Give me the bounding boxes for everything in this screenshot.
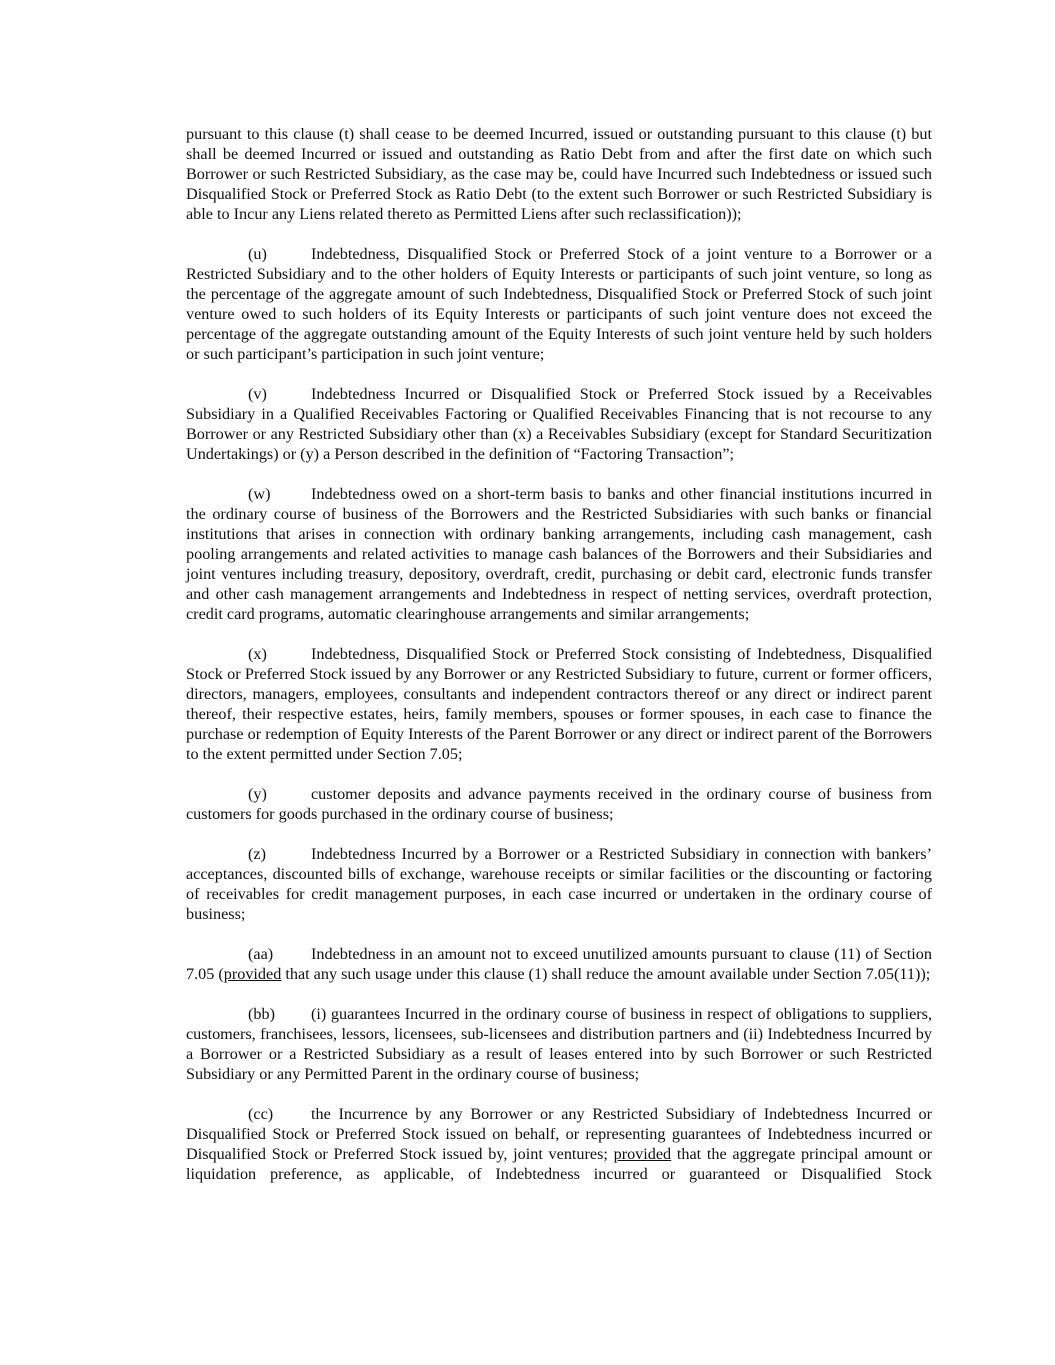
clause-z xyxy=(186,844,932,924)
continuation-paragraph: pursuant to this clause (t) shall cease to be deemed Incurred, issued or outstanding pursuant to this clause (t) but shall be deemed Incurred or issued and outstanding as Ratio Debt from and after the first date on which such Borrower or such Restricted Subsidiary, as the case may be, could have Incurred such Indebtedness or issued such Disqualified Stock or Preferred Stock as Ratio Debt (to the extent such Borrower or such Restricted Subsidiary is able to Incur any Liens related thereto as Permitted Liens after such reclassification)); xyxy=(186,125,932,223)
clause-bb xyxy=(186,1004,932,1084)
clause-text: customer deposits and advance payments received in the ordinary course of business from customers for goods purchased in the ordinary course of business; xyxy=(186,785,932,823)
clause-label: (y) xyxy=(248,785,267,803)
clause-text: Indebtedness, Disqualified Stock or Preferred Stock of a joint venture to a Borrower or a Restricted Subsidiary and to the other holders of Equity Interests or participants of such joint venture, so long as the percentage of the aggregate amount of such Indebtedness, Disqualified Stock or Preferred Stock of such joint venture owed to such holders of its Equity Interests or participants of such joint venture does not exceed the percentage of the aggregate outstanding amount of the Equity Interests of such joint venture held by such holders or such participant’s participation in such joint venture; xyxy=(186,245,932,363)
clause-text: (i) guarantees Incurred in the ordinary course of business in respect of obligations to suppliers, customers, franchisees, lessors, licensees, sub-licensees and distribution partners and (ii) Indebtedness Incurred by a Borrower or a Restricted Subsidiary as a result of leases entered into by such Borrower or such Restricted Subsidiary or any Permitted Parent in the ordinary course of business; xyxy=(186,1005,932,1083)
clause-y xyxy=(186,784,932,824)
provided-underlined-term: provided xyxy=(223,965,282,983)
clause-text-after: that any such usage under this clause (1) shall reduce the amount available under Section 7.05(11)); xyxy=(281,965,931,983)
clause-text: Indebtedness, Disqualified Stock or Preferred Stock consisting of Indebtedness, Disqualified Stock or Preferred Stock issued by any Borrower or any Restricted Subsidiary to future, current or former officers, directors, managers, employees, consultants and independent contractors thereof or any direct or indirect parent thereof, their respective estates, heirs, family members, spouses or former spouses, in each case to finance the purchase or redemption of Equity Interests of the Parent Borrower or any direct or indirect parent of the Borrowers to the extent permitted under Section 7.05; xyxy=(186,645,932,763)
clause-text-before: the Incurrence by any Borrower or any Restricted Subsidiary of Indebtedness Incurred or Disqualified Stock or Preferred Stock issued on behalf, or representing guarantees of Indebtedness incurred or Disqualified Stock or Preferred Stock issued by, joint ventures; xyxy=(186,1105,932,1163)
clause-text-after: that the aggregate principal amount or liquidation preference, as applicable, of Indebtedness incurred or guaranteed or Disqualified Stock xyxy=(186,1145,932,1183)
clause-text: Indebtedness Incurred or Disqualified Stock or Preferred Stock issued by a Receivables Subsidiary in a Qualified Receivables Factoring or Qualified Receivables Financing that is not recourse to any Borrower or any Restricted Subsidiary other than (x) a Receivables Subsidiary (except for Standard Securitization Undertakings) or (y) a Person described in the definition of “Factoring Transaction”; xyxy=(186,385,932,463)
clause-v xyxy=(186,384,932,464)
clause-text-before: Indebtedness in an amount not to exceed unutilized amounts pursuant to clause (11) of Section 7.05 ( xyxy=(186,945,932,983)
clause-label: (v) xyxy=(248,385,267,403)
provided-underlined-term: provided xyxy=(613,1145,672,1163)
clause-label: (z) xyxy=(248,845,266,863)
clause-label: (u) xyxy=(248,245,267,263)
clause-cc xyxy=(186,1104,932,1184)
clause-u xyxy=(186,244,932,364)
clause-label: (w) xyxy=(248,485,271,503)
document-page xyxy=(186,124,932,1204)
clause-aa xyxy=(186,944,932,984)
clause-text: Indebtedness owed on a short-term basis to banks and other financial institutions incurred in the ordinary course of business of the Borrowers and the Restricted Subsidiaries with such banks or financial institutions that arises in connection with ordinary banking arrangements, including cash management, cash pooling arrangements and related activities to manage cash balances of the Borrowers and their Subsidiaries and joint ventures including treasury, depository, overdraft, credit, purchasing or debit card, electronic funds transfer and other cash management arrangements and Indebtedness in respect of netting services, overdraft protection, credit card programs, automatic clearinghouse arrangements and similar arrangements; xyxy=(186,485,932,623)
clause-text: Indebtedness Incurred by a Borrower or a Restricted Subsidiary in connection with bankers’ acceptances, discounted bills of exchange, warehouse receipts or similar facilities or the discounting or factoring of receivables for credit management purposes, in each case incurred or undertaken in the ordinary course of business; xyxy=(186,845,932,923)
clause-label: (aa) xyxy=(248,945,274,963)
clause-label: (bb) xyxy=(248,1005,275,1023)
clause-label: (x) xyxy=(248,645,267,663)
clause-x xyxy=(186,644,932,764)
clause-w xyxy=(186,484,932,624)
clause-label: (cc) xyxy=(248,1105,274,1123)
